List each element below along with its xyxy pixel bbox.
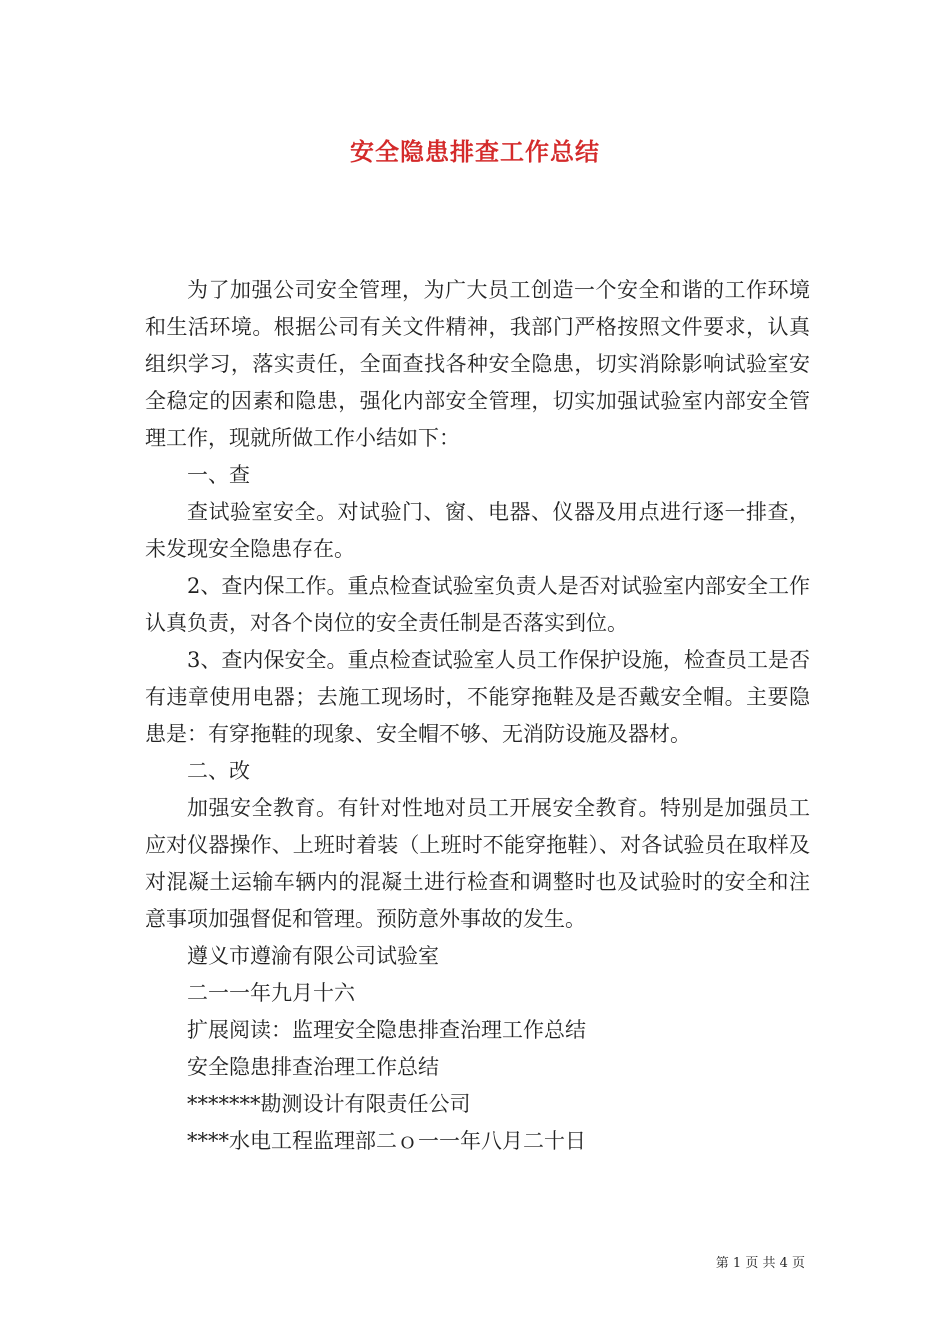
extended-reading-label: 扩展阅读：监理安全隐患排查治理工作总结 [187, 1018, 586, 1042]
document-body [145, 272, 810, 1160]
page-number: 第 1 页 共 4 页 [715, 1256, 805, 1271]
paragraph-safety-education: 加强安全教育。有针对性地对员工开展安全教育。特别是加强员工应对仪器操作、上班时着装（上班时不能穿拖鞋）、对各试验员在取样及对混凝土运输车辆内的混凝土进行检查和调整时也及试验时的安全和注意事项加强督促和管理。预防意外事故的发生。 [145, 796, 810, 931]
paragraph-check-lab-safety: 查试验室安全。对试验门、窗、电器、仪器及用点进行逐一排查，未发现安全隐患存在。 [145, 500, 810, 561]
document-title: 安全隐患排查工作总结 [350, 137, 600, 166]
extended-title: 安全隐患排查治理工作总结 [187, 1055, 439, 1079]
paragraph-intro: 为了加强公司安全管理，为广大员工创造一个安全和谐的工作环境和生活环境。根据公司有关文件精神，我部门严格按照文件要求，认真组织学习，落实责任，全面查找各种安全隐患，切实消除影响试验室安全稳定的因素和隐患，强化内部安全管理，切实加强试验室内部安全管理工作，现就所做工作小结如下： [145, 278, 810, 450]
extended-company: *******勘测设计有限责任公司 [187, 1092, 471, 1116]
signature-date: 二一一年九月十六 [187, 981, 355, 1005]
extended-department-date: ****水电工程监理部二ｏ一一年八月二十日 [187, 1129, 586, 1153]
section-heading-improve: 二、改 [187, 759, 250, 783]
signature-organization: 遵义市遵渝有限公司试验室 [187, 944, 439, 968]
paragraph-check-internal-safety: 3、查内保安全。重点检查试验室人员工作保护设施，检查员工是否有违章使用电器；去施工现场时，不能穿拖鞋及是否戴安全帽。主要隐患是：有穿拖鞋的现象、安全帽不够、无消防设施及器材。 [145, 648, 810, 746]
paragraph-check-internal-work: 2、查内保工作。重点检查试验室负责人是否对试验室内部安全工作认真负责，对各个岗位的安全责任制是否落实到位。 [145, 574, 810, 635]
section-heading-check: 一、查 [187, 463, 250, 487]
